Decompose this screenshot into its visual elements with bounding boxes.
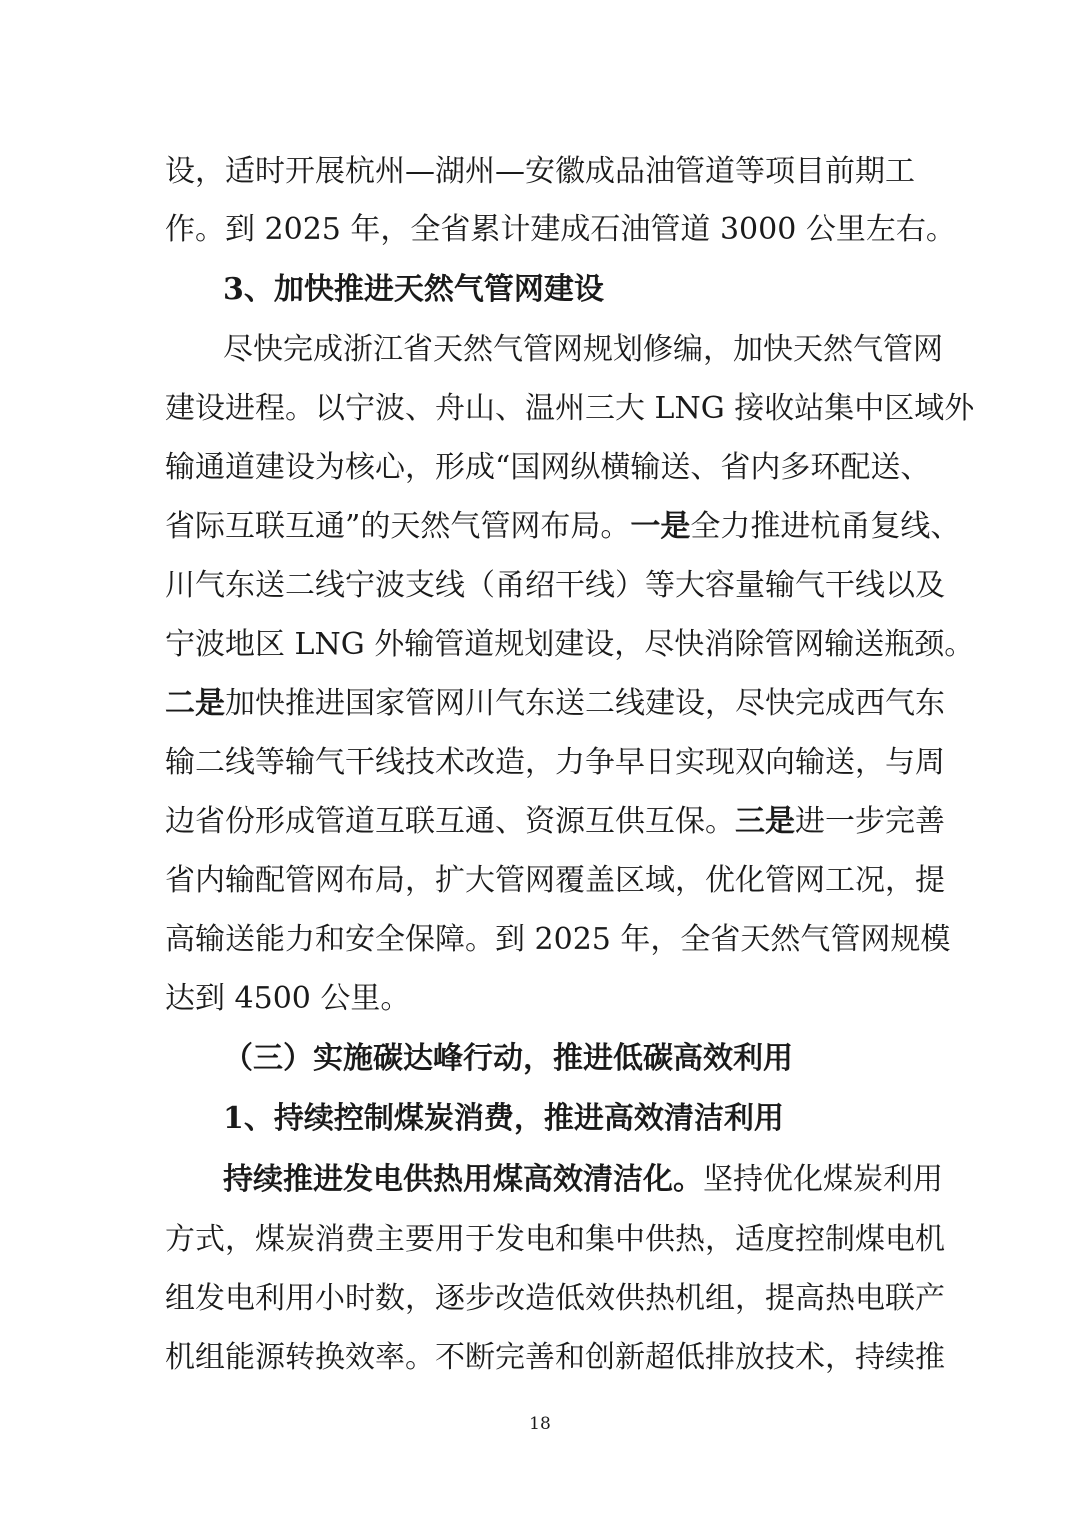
body-line: 作。到 2025 年，全省累计建成石油管道 3000 公里左右。 <box>165 212 956 247</box>
emphasis-text: 三是 <box>735 804 795 839</box>
body-line <box>165 505 961 549</box>
body-line <box>223 1158 943 1202</box>
body-text: 进一步完善 <box>795 804 945 839</box>
body-text: 坚持优化煤炭利用 <box>703 1162 943 1197</box>
body-line: 高输送能力和安全保障。到 2025 年，全省天然气管网规模 <box>165 922 951 957</box>
section-heading: 1、持续控制煤炭消费，推进高效清洁利用 <box>223 1101 784 1136</box>
body-line: 方式，煤炭消费主要用于发电和集中供热，适度控制煤电机 <box>165 1222 945 1257</box>
body-line: 川气东送二线宁波支线（甬绍干线）等大容量输气干线以及 <box>165 568 945 603</box>
page-number: 18 <box>529 1414 551 1434</box>
body-text: 边省份形成管道互联互通、资源互供互保。 <box>165 804 735 839</box>
body-line: 宁波地区 LNG 外输管道规划建设，尽快消除管网输送瓶颈。 <box>165 627 975 662</box>
body-text: 省际互联互通”的天然气管网布局。 <box>165 509 631 544</box>
body-line: 输通道建设为核心，形成“国网纵横输送、省内多环配送、 <box>165 450 931 485</box>
body-line: 尽快完成浙江省天然气管网规划修编，加快天然气管网 <box>223 332 943 367</box>
emphasis-text: 一是 <box>630 509 691 544</box>
emphasis-text: 二是 <box>165 686 225 721</box>
body-line <box>165 800 945 844</box>
section-heading: 3、加快推进天然气管网建设 <box>223 272 604 307</box>
body-line: 组发电利用小时数，逐步改造低效供热机组，提高热电联产 <box>165 1281 945 1316</box>
section-heading: （三）实施碳达峰行动，推进低碳高效利用 <box>223 1041 793 1076</box>
body-line: 达到 4500 公里。 <box>165 981 411 1016</box>
body-text: 全力推进杭甬复线、 <box>690 509 961 544</box>
body-text: 加快推进国家管网川气东送二线建设，尽快完成西气东 <box>225 686 945 721</box>
body-line: 省内输配管网布局，扩大管网覆盖区域，优化管网工况，提 <box>165 863 945 898</box>
body-line: 设，适时开展杭州—湖州—安徽成品油管道等项目前期工 <box>165 154 915 189</box>
body-line <box>165 682 945 726</box>
body-line: 输二线等输气干线技术改造，力争早日实现双向输送，与周 <box>165 745 945 780</box>
emphasis-text: 持续推进发电供热用煤高效清洁化。 <box>223 1162 703 1197</box>
body-line: 机组能源转换效率。不断完善和创新超低排放技术，持续推 <box>165 1340 945 1375</box>
body-line: 建设进程。以宁波、舟山、温州三大 LNG 接收站集中区域外 <box>165 391 975 426</box>
